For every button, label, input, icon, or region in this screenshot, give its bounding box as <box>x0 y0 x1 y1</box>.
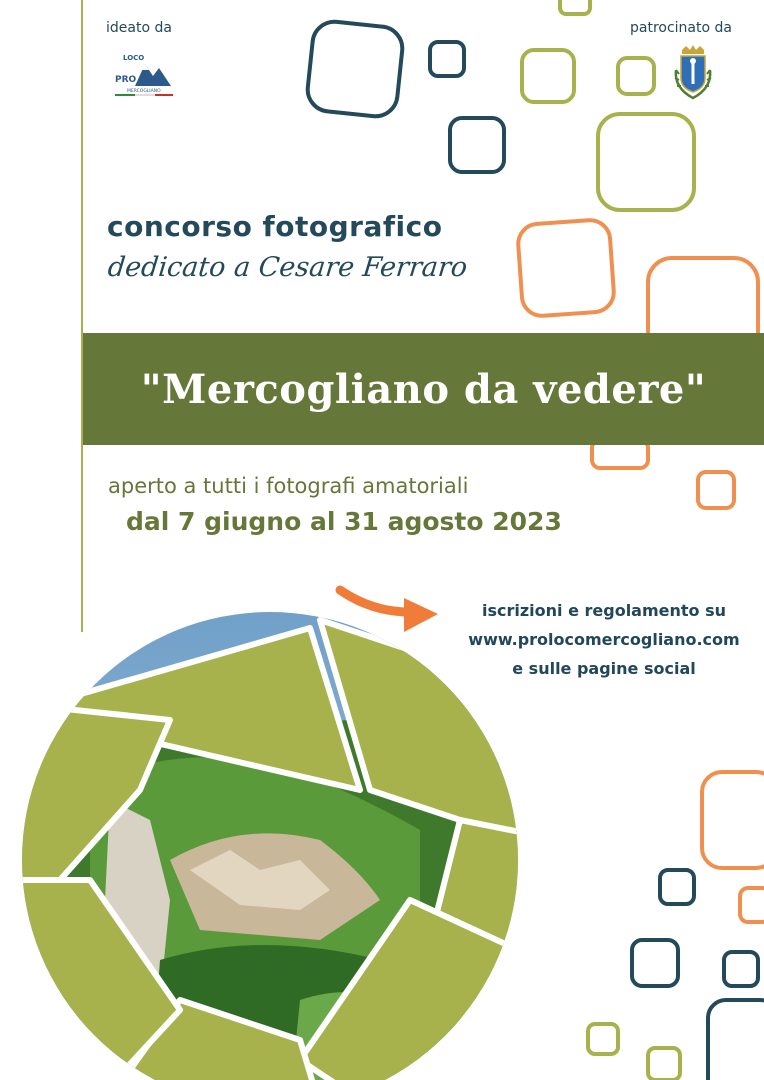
patrocinato-label: patrocinato da <box>630 20 732 36</box>
contest-name: "Mercogliano da vedere" <box>140 365 707 413</box>
contest-name-banner <box>83 333 764 445</box>
logo-bottom-text: MERCOGLIANO <box>127 89 161 94</box>
website-link[interactable]: www.prolocomercogliano.com <box>468 630 740 649</box>
logo-loco-text: LOCO <box>123 54 145 62</box>
ideato-label: ideato da <box>106 20 172 36</box>
contest-dedication: dedicato a Cesare Ferraro <box>106 252 469 283</box>
info-line-3: e sulle pagine social <box>512 659 696 678</box>
arrow-right-icon <box>340 590 438 632</box>
contest-heading: concorso fotografico <box>107 210 443 243</box>
audience-text: aperto a tutti i fotografi amatoriali <box>108 474 469 498</box>
info-line-1: iscrizioni e regolamento su <box>481 601 727 620</box>
logo-pro-text: PRO <box>115 75 137 85</box>
period-text: dal 7 giugno al 31 agosto 2023 <box>126 507 562 536</box>
registration-info <box>428 596 764 683</box>
